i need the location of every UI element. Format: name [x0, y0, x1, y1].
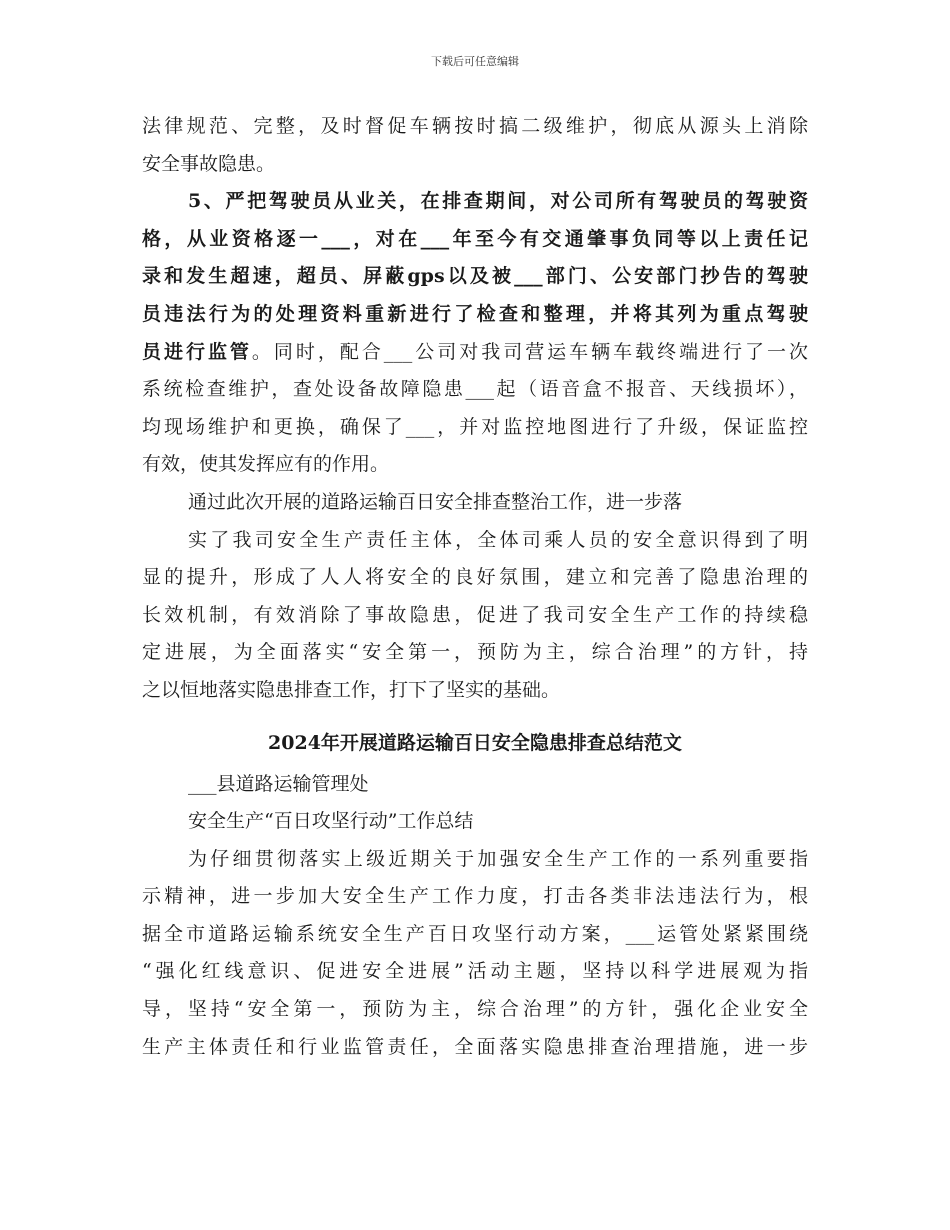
organization-line: ___县道路运输管理处 — [188, 772, 369, 795]
paragraph-line: 法律规范、完整，及时督促车辆按时搞二级维护，彻底从源头上消除 — [142, 115, 808, 137]
bold-paragraph-line: 录和发生超速，超员、屏蔽gps以及被___部门、公安部门抄告的驾驶 — [142, 265, 808, 288]
paragraph-line: 生产主体责任和行业监管责任，全面落实隐患排查治理措施，进一步 — [142, 1035, 808, 1058]
paragraph-line: 示精神，进一步加大安全生产工作力度，打击各类非法违法行为，根 — [142, 885, 808, 908]
paragraph-line: 有效，使其发挥应有的作用。 — [142, 453, 390, 476]
paragraph-line: 通过此次开展的道路运输百日安全排查整治工作，进一步落 — [188, 490, 683, 513]
page-header-note: 下载后可任意编辑 — [431, 55, 519, 68]
paragraph-line: “强化红线意识、促进安全进展”活动主题，坚持以科学进展观为指 — [142, 960, 808, 983]
mixed-paragraph-line — [142, 334, 808, 372]
paragraph-line: 为仔细贯彻落实上级近期关于加强安全生产工作的一系列重要指 — [188, 847, 808, 870]
paragraph-line: 长效机制，有效消除了事故隐患，促进了我司安全生产工作的持续稳 — [142, 603, 808, 626]
bold-paragraph-line: 格，从业资格逐一___，对在___年至今有交通肇事负同等以上责任记 — [142, 227, 808, 250]
regular-segment: 。同时，配合___公司对我司营运车辆车载终端进行了一次 — [251, 340, 808, 363]
paragraph-line: 安全事故隐患。 — [142, 152, 276, 175]
bold-paragraph-line: 5、严把驾驶员从业关，在排查期间，对公司所有驾驶员的驾驶资 — [188, 190, 808, 213]
paragraph-line: 显的提升，形成了人人将安全的良好氛围，建立和完善了隐患治理的 — [142, 566, 808, 589]
paragraph-line: 据全市道路运输系统安全生产百日攻坚行动方案，___运管处紧紧围绕 — [142, 922, 808, 945]
section-title: 2024年开展道路运输百日安全隐患排查总结范文 — [268, 731, 682, 754]
paragraph-line: 系统检查维护，查处设备故障隐患___起（语音盒不报音、天线损坏）， — [142, 378, 808, 401]
paragraph-line: 均现场维护和更换，确保了___，并对监控地图进行了升级，保证监控 — [142, 415, 808, 438]
bold-segment: 员进行监管 — [142, 340, 252, 363]
subtitle-line: 安全生产“百日攻坚行动”工作总结 — [188, 810, 474, 833]
bold-paragraph-line: 员违法行为的处理资料重新进行了检查和整理，并将其列为重点驾驶 — [142, 302, 808, 325]
paragraph-line: 导，坚持“安全第一，预防为主，综合治理”的方针，强化企业安全 — [142, 998, 808, 1021]
paragraph-line: 实了我司安全生产责任主体，全体司乘人员的安全意识得到了明 — [188, 528, 808, 551]
paragraph-line: 之以恒地落实隐患排查工作，打下了坚实的基础。 — [142, 678, 561, 701]
paragraph-line: 定进展，为全面落实“安全第一，预防为主，综合治理”的方针，持 — [142, 641, 808, 664]
document-body — [142, 108, 808, 1066]
